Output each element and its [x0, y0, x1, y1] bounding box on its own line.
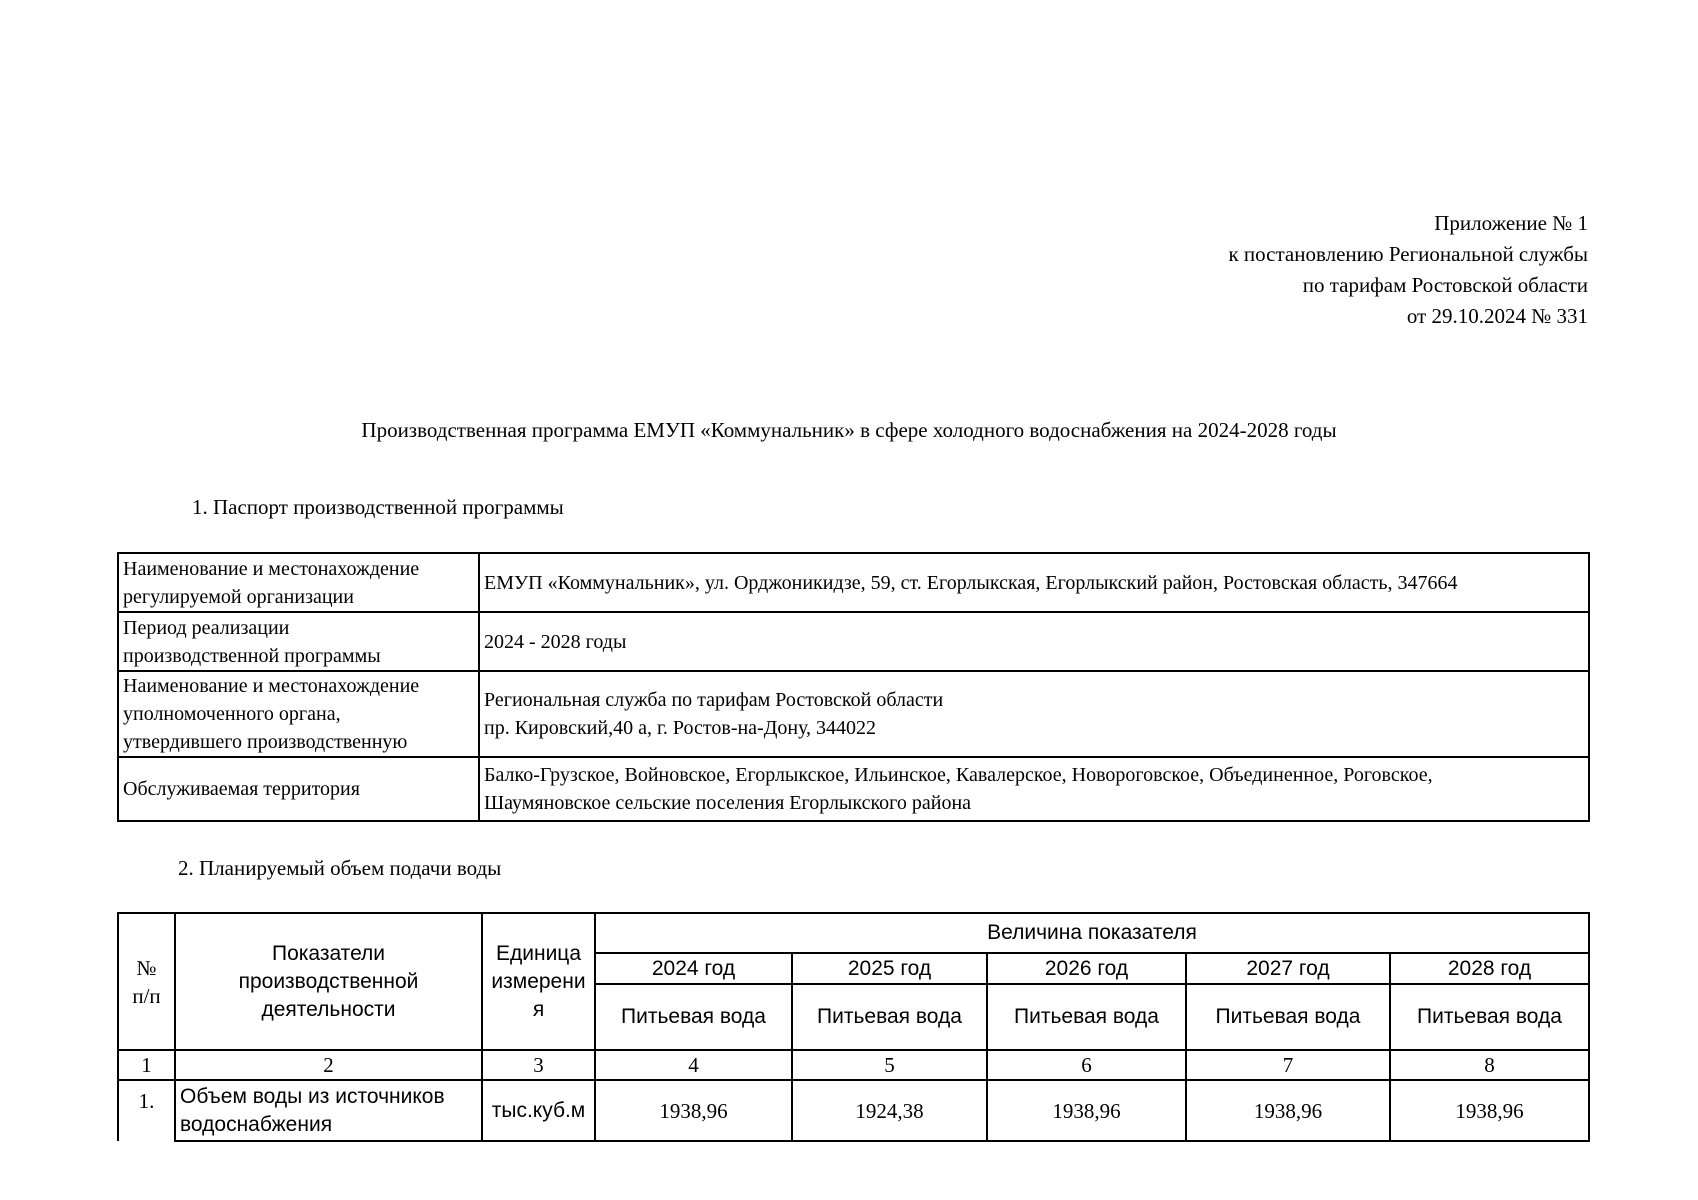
document-title: Производственная программа ЕМУП «Коммунальник» в сфере холодного водоснабжения на 2024-2028 годы [361, 418, 1337, 442]
column-number-row [118, 1050, 1589, 1080]
header-year: 2027 год [1186, 953, 1390, 984]
passport-label: Наименование и местонахождение регулируемой организации [118, 553, 479, 612]
column-number: 3 [482, 1050, 595, 1080]
row-value: 1938,96 [595, 1080, 792, 1141]
approval-block [1228, 208, 1588, 332]
approval-line: от 29.10.2024 № 331 [1406, 304, 1588, 328]
header-water: Питьевая вода [595, 984, 792, 1050]
approval-line: к постановлению Региональной службы [1228, 242, 1588, 266]
header-year: 2024 год [595, 953, 792, 984]
header-year: 2028 год [1390, 953, 1589, 984]
column-number: 5 [792, 1050, 987, 1080]
section-heading: 1. Паспорт производственной программы [192, 495, 564, 519]
section-heading: 2. Планируемый объем подачи воды [178, 856, 502, 880]
header-water: Питьевая вода [792, 984, 987, 1050]
approval-line: по тарифам Ростовской области [1302, 273, 1588, 297]
column-number: 7 [1186, 1050, 1390, 1080]
passport-table [117, 552, 1590, 822]
row-unit: тыс.куб.м [482, 1080, 595, 1141]
header-num: № п/п [118, 913, 175, 1050]
header-unit: Единица измерени я [482, 913, 595, 1050]
row-value: 1938,96 [987, 1080, 1186, 1141]
column-number: 2 [175, 1050, 482, 1080]
column-number: 6 [987, 1050, 1186, 1080]
column-number: 1 [118, 1050, 175, 1080]
approval-line: Приложение № 1 [1434, 211, 1588, 235]
passport-label: Обслуживаемая территория [118, 757, 479, 821]
table-row [118, 553, 1589, 612]
header-water: Питьевая вода [1390, 984, 1589, 1050]
row-value: 1938,96 [1186, 1080, 1390, 1141]
passport-value: 2024 - 2028 годы [479, 612, 1589, 671]
row-value: 1924,38 [792, 1080, 987, 1141]
column-number: 8 [1390, 1050, 1589, 1080]
passport-label: Период реализации производственной программы [118, 612, 479, 671]
passport-value: ЕМУП «Коммунальник», ул. Орджоникидзе, 59, ст. Егорлыкская, Егорлыкский район, Ростовская область, 347664 [479, 553, 1589, 612]
row-num: 1. [118, 1080, 175, 1141]
column-number: 4 [595, 1050, 792, 1080]
header-indicator: Показатели производственной деятельности [175, 913, 482, 1050]
header-year: 2026 год [987, 953, 1186, 984]
header-water: Питьевая вода [987, 984, 1186, 1050]
table-row [118, 612, 1589, 671]
header-group: Величина показателя [595, 913, 1589, 953]
table-header-row [118, 913, 1589, 953]
row-indicator: Объем воды из источников водоснабжения [175, 1080, 482, 1141]
passport-label: Наименование и местонахождение уполномоченного органа, утвердившего производственную [118, 671, 479, 757]
passport-value: Региональная служба по тарифам Ростовской области пр. Кировский,40 а, г. Ростов-на-Дону, 344022 [479, 671, 1589, 757]
table-row [118, 671, 1589, 757]
header-year: 2025 год [792, 953, 987, 984]
passport-value: Балко-Грузское, Войновское, Егорлыкское, Ильинское, Кавалерское, Новороговское, Объединенное, Роговское, Шаумяновское сельские поселения Егорлыкского района [479, 757, 1589, 821]
header-water: Питьевая вода [1186, 984, 1390, 1050]
row-value: 1938,96 [1390, 1080, 1589, 1141]
table-row [118, 757, 1589, 821]
water-volume-table [117, 912, 1590, 1142]
table-row [118, 1080, 1589, 1141]
